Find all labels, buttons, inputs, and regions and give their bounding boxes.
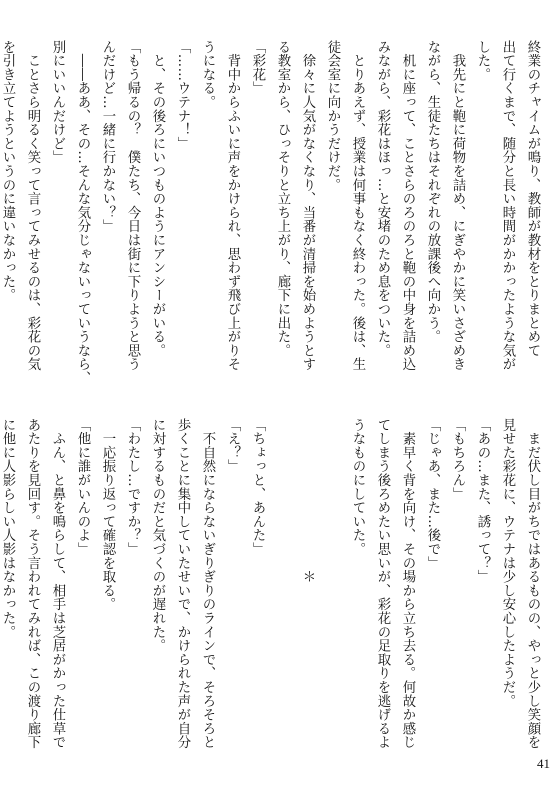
text-block-bottom: まだ伏し目がちではあるものの、やっと少し笑顔を 見せた彩花に、ウテナは少し安心したようだ。 「あの…また、誘って？」 「もちろん」 「じゃあ、また…後で」 素早く背を向け、その場から立ち去る。何故か感じ てしまう後ろめたい思いが、彩花の足取りを逃げるよ うなものにしていた。 ＊ 「ちょっと、あんた」 「え？」 不自然にならないぎりぎりのラインで、そろそろと 歩くことに集中していたせいで、かけられた声が自分 に対するものだと気づくのが遅れた。 「わたし…ですか？」 一応振り返って確認を取る。 「他に誰がいんのよ」 ふん、と鼻を鳴らして、相手は芝居がかった仕草で あたりを見回す。そう言われてみれば、この渡り廊下 に他に人影らしい人影はなかった。 xyxy=(0,418,540,750)
page-number: 41 xyxy=(537,756,550,771)
text-block-top: 終業のチャイムが鳴り、教師が教材をとりまとめて 出て行くまで、随分と長い時間がかかったような気が した。 我先にと鞄に荷物を詰め、にぎやかに笑いさざめき ながら、生徒たちはそれぞれの放課後へ向かう。 机に座って、ことさらのろのろと鞄の中身を詰め込 みながら、彩花はほっ…と安堵のため息をついた。 とりあえず、授業は何事もなく終わった。後は、生 徒会室に向かうだけだ。 徐々に人気がなくなり、当番が清掃を始めようとす る教室から、ひっそりと立ち上がり、廊下に出た。 「彩花」 背中からふいに声をかけられ、思わず飛び上がりそ うになる。 「……ウテナ！」 と、その後ろにいつものようにアンシーがいる。 「もう帰るの？ 僕たち、今日は街に下りようと思う んだけど…一緒に行かない？」 ――ああ、その…そんな気分じゃないっていうなら、 別にいいんだけど」 ことさら明るく笑って言ってみせるのは、彩花の気 を引き立てようというのに違いなかった。 xyxy=(0,40,540,385)
